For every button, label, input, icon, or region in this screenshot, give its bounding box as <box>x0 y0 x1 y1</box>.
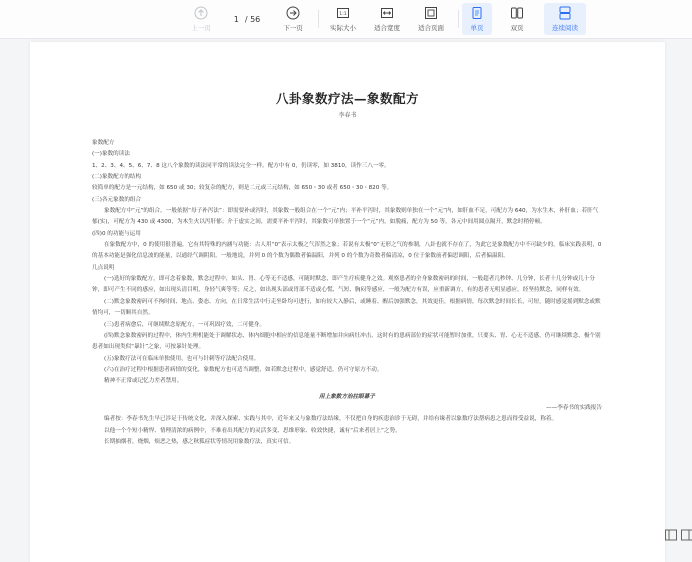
fit-page-label: 适合页面 <box>418 23 444 32</box>
double-page-label: 双页 <box>511 23 524 32</box>
body-paragraph: 象数配方 <box>92 138 602 149</box>
continuous-reading-label: 连续阅读 <box>552 23 578 32</box>
fit-width-icon <box>380 6 394 20</box>
next-page-button[interactable] <box>270 3 316 35</box>
actual-size-icon <box>336 6 350 20</box>
svg-text:1:1: 1:1 <box>339 11 346 17</box>
body-paragraph: (三)患者病愈后，可继续默念原配方，一可巩固疗效，二可健身。 <box>92 320 602 331</box>
body-paragraph: 编者按：李春书先生早已涉足于传统文化，并深入探索、实践与其中，近年来又与象数疗法结缘，不仅把自身的疾患治诊于无碍，并给有缘者以象数疗法帮病患之患而得受益说，称着。 <box>92 414 602 425</box>
toolbar-divider <box>458 10 459 28</box>
next-page-label: 下一页 <box>283 23 303 32</box>
double-page-button[interactable] <box>500 3 534 35</box>
body-paragraph: 几点说明 <box>92 263 602 274</box>
body-paragraph: 较简单的配方是一元结构，如 650 或 30；较复杂的配方，则是二元或三元结构，如 650・30 或者 650・30・820 等。 <box>92 183 602 194</box>
single-page-icon <box>470 6 484 20</box>
body-paragraph: (一)选好的象数配方，即可念着象数，默念过程中，如头、胃、心等无不适感，可随时默念，即产生疗疾健身之效。观察患者的全身象数密码的时间，一般超者几秒钟、几分钟，长者十几分钟或几十分钟，即可产生不同的感应，如出现头清目明，身轻气爽等等；反之，如出现头部或胃部不适或心慌、气短、胸闷等感应，一般为配方有误，应重新调方，有的患者无明显感应，经坚持默念，同样有效。 <box>92 274 602 297</box>
panel-toggle-icon[interactable] <box>680 527 692 541</box>
actual-size-button[interactable] <box>320 3 366 35</box>
prev-page-button[interactable] <box>178 3 224 35</box>
body-paragraph: (四)0 的功能与运用 <box>92 229 602 240</box>
document-toolbar <box>0 0 692 39</box>
current-page-input[interactable]: 1 <box>234 15 239 24</box>
sidebar-toggle-icon[interactable] <box>664 527 678 541</box>
total-pages: / 56 <box>245 15 260 24</box>
fit-page-icon <box>424 6 438 20</box>
arrow-right-circle-icon <box>286 6 300 20</box>
prev-page-label: 上一页 <box>191 23 211 32</box>
body-paragraph: (二)默念象数密码可不拘时间、地点、姿态、方向，在日常生活中行走坐卧均可进行，如有较大入静后，或睡着、醒后加强默念，其效更佳，根据病情，每次默念时间长长，可短，随时感觉摇到默念或默情均可，一切顺其自然。 <box>92 297 602 320</box>
body-paragraph: 长期抽烟者，烧烟，烦恶之热，感之秋狐症状等情况用象数疗法，真实可信。 <box>92 437 602 448</box>
toolbar-divider <box>318 10 319 28</box>
body-paragraph: (一)象数的读法 <box>92 149 602 160</box>
body-paragraph: (五)象数疗法可在临床单独使用，也可与针刺等疗法配合使用。 <box>92 354 602 365</box>
body-paragraph: (三)各元象数的组合 <box>92 195 602 206</box>
body-paragraph: 精神不正常或记忆力差者禁用。 <box>92 376 602 387</box>
continuous-reading-icon <box>558 6 572 20</box>
section-source: ——李春书的实践报告 <box>92 403 602 414</box>
double-page-icon <box>510 6 524 20</box>
document-author: 李春书 <box>30 110 665 119</box>
body-paragraph: 以他一个个短小精悍、情理清浓的病例中，不难看出其配方的灵活多变、思维形象、收效快捷，诚有“后来者居上”之势。 <box>92 426 602 437</box>
page-indicator <box>222 10 272 28</box>
body-paragraph: (四)默念象数密码的过程中，体内生理机能处于调解状态，体内细胞中相应的信息能量不断增加并向病灶冲击，这时有的患病部位的症状可能暂时加重，只要头、胃、心无不适感，仍可继续默念，极个别患者如出现类似“暴针”之象，可按暴针处理。 <box>92 331 602 354</box>
body-paragraph: 1、2、3、4、5、6、7、8 这八个象数的读法同平常的读法完全一样。配方中有 0，仍读零，如 3810，读作三八一零。 <box>92 161 602 172</box>
body-paragraph: (六)在治疗过程中根据患者病情的变化，象数配方也可适当调整，如若默念过程中，感觉舒适，仍可守原方不动。 <box>92 365 602 376</box>
document-title: 八卦象数疗法—象数配方 <box>30 89 665 107</box>
body-paragraph: 在象数配方中，0 的使用很普遍，它有其特殊的内涵与功能：古人用“0”表示太极之气浑然之象；若说有太极“0”无形之气的参制，八卦也就不存在了，为此它是象数配方中不可缺少的，临床实践表明，0 的基本功能是强化信息波的能量，以通经气调阴阳，一般地说，并列 0 的个数为偶数者偏温阳，并列 0 的个数为奇数者偏清凉，0 位于象数前者偏思调阳，后者偏温阳。 <box>92 240 602 263</box>
actual-size-label: 实际大小 <box>330 23 356 32</box>
fit-width-button[interactable] <box>364 3 410 35</box>
fit-width-label: 适合宽度 <box>374 23 400 32</box>
arrow-up-circle-icon <box>194 6 208 20</box>
section-title: 用上象数方治拄眼幕子 <box>92 392 602 403</box>
single-page-label: 单页 <box>471 23 484 32</box>
body-paragraph: (二)象数配方的结构 <box>92 172 602 183</box>
single-page-button[interactable] <box>462 3 492 35</box>
body-paragraph: 象数配方中“元”的组合，一般依据“母子补泻法”：即需要补或泻时，其象数一般组合在一个“元”内；平补平泻时，其象数则单独在一个“元”内，如肝血不足，可配方为 640，为水生木，补肝血；若肝气郁(实)，可配方为 430 或 4300，为木生火以泻肝郁；介于虚实之间，需要平补平泻时，其象数可单独置于一个“元”内，如脱痛，配方为 50 等，各元中间用圆点隔开，默念时稍停顿。 <box>92 206 602 229</box>
fit-page-button[interactable] <box>408 3 454 35</box>
document-body <box>92 138 602 448</box>
document-page <box>30 42 665 562</box>
continuous-reading-button[interactable] <box>544 3 586 35</box>
